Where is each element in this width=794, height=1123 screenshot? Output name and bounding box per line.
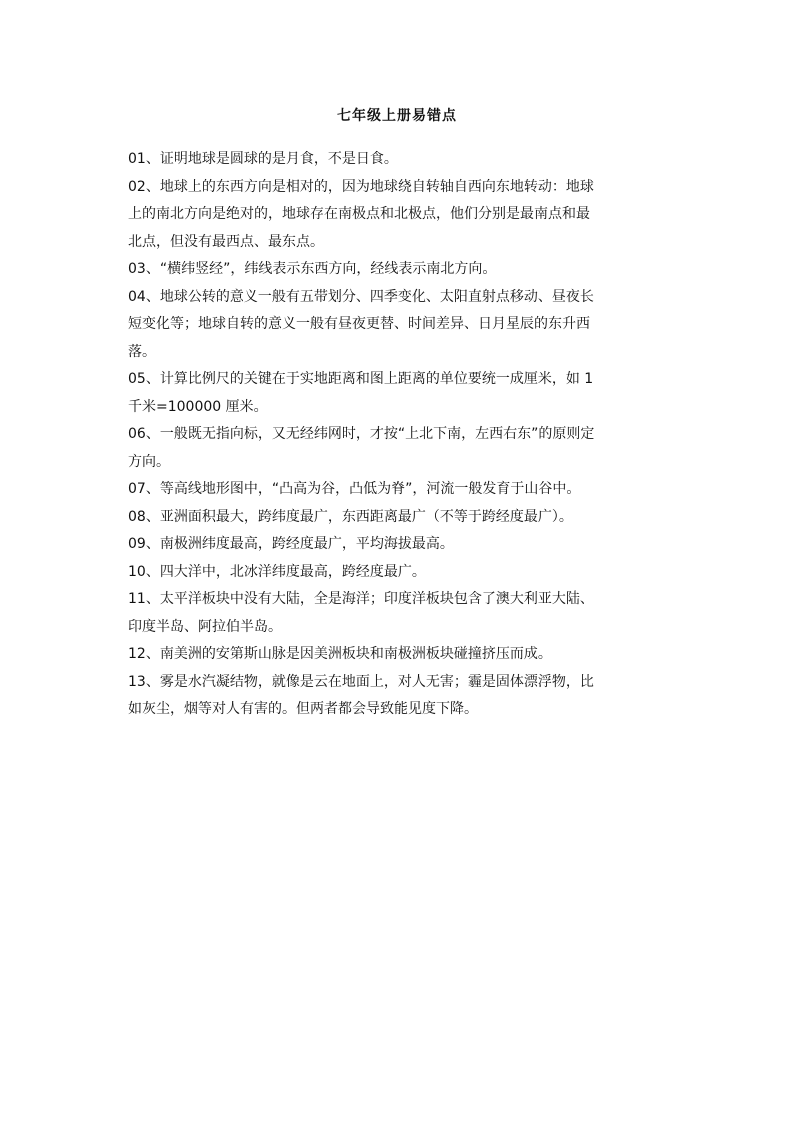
item-line: 09、南极洲纬度最高，跨经度最广，平均海拔最高。 (128, 536, 454, 552)
item-line: 08、亚洲面积最大，跨纬度最广，东西距离最广（不等于跨经度最广）。 (128, 508, 573, 525)
list-item-09 (128, 531, 668, 559)
item-line: 01、证明地球是圆球的是月食，不是日食。 (128, 151, 398, 167)
item-line: 05、计算比例尺的关键在于实地距离和图上距离的单位要统一成厘米，如 1 (128, 371, 594, 387)
list-item-06 (128, 421, 668, 476)
item-line: 上的南北方向是绝对的，地球存在南极点和北极点，他们分别是最南点和最 (128, 206, 590, 222)
item-line: 方向。 (128, 453, 170, 470)
item-line: 06、一般既无指向标，又无经纬网时，才按“上北下南，左西右东”的原则定 (128, 426, 595, 442)
item-line: 落。 (128, 343, 156, 360)
item-line: 千米=100000 厘米。 (128, 398, 268, 415)
list-item-03 (128, 256, 668, 284)
item-line: 11、太平洋板块中没有大陆，全是海洋；印度洋板块包含了澳大利亚大陆、 (128, 591, 594, 607)
item-line: 04、地球公转的意义一般有五带划分、四季变化、太阳直射点移动、昼夜长 (128, 288, 594, 305)
list-item-07 (128, 476, 668, 504)
page-title: 七年级上册易错点 (337, 108, 457, 124)
list-item-04 (128, 284, 668, 367)
item-line: 07、等高线地形图中，“凸高为谷，凸低为脊”，河流一般发育于山谷中。 (128, 481, 581, 497)
list-item-10 (128, 559, 668, 587)
item-line: 短变化等；地球自转的意义一般有昼夜更替、时间差异、日月星辰的东升西 (128, 316, 590, 332)
list-item-12 (128, 641, 668, 669)
list-item-02 (128, 174, 668, 257)
item-line: 02、地球上的东西方向是相对的，因为地球绕自转轴自西向东地转动：地球 (128, 178, 594, 195)
item-line: 印度半岛、阿拉伯半岛。 (128, 618, 282, 635)
item-line: 03、“横纬竖经”，纬线表示东西方向，经线表示南北方向。 (128, 261, 497, 277)
list-item-01 (128, 146, 668, 174)
item-line: 北点，但没有最西点、最东点。 (128, 233, 324, 250)
item-line: 10、四大洋中，北冰洋纬度最高，跨经度最广。 (128, 563, 426, 580)
list-item-13 (128, 669, 668, 724)
item-line: 13、雾是水汽凝结物，就像是云在地面上，对人无害；霾是固体漂浮物，比 (128, 673, 594, 690)
item-line: 如灰尘，烟等对人有害的。但两者都会导致能见度下降。 (128, 701, 478, 717)
item-line: 12、南美洲的安第斯山脉是因美洲板块和南极洲板块碰撞挤压而成。 (128, 646, 552, 662)
document-body (128, 146, 668, 724)
list-item-05 (128, 366, 668, 421)
list-item-08 (128, 504, 668, 532)
list-item-11 (128, 586, 668, 641)
